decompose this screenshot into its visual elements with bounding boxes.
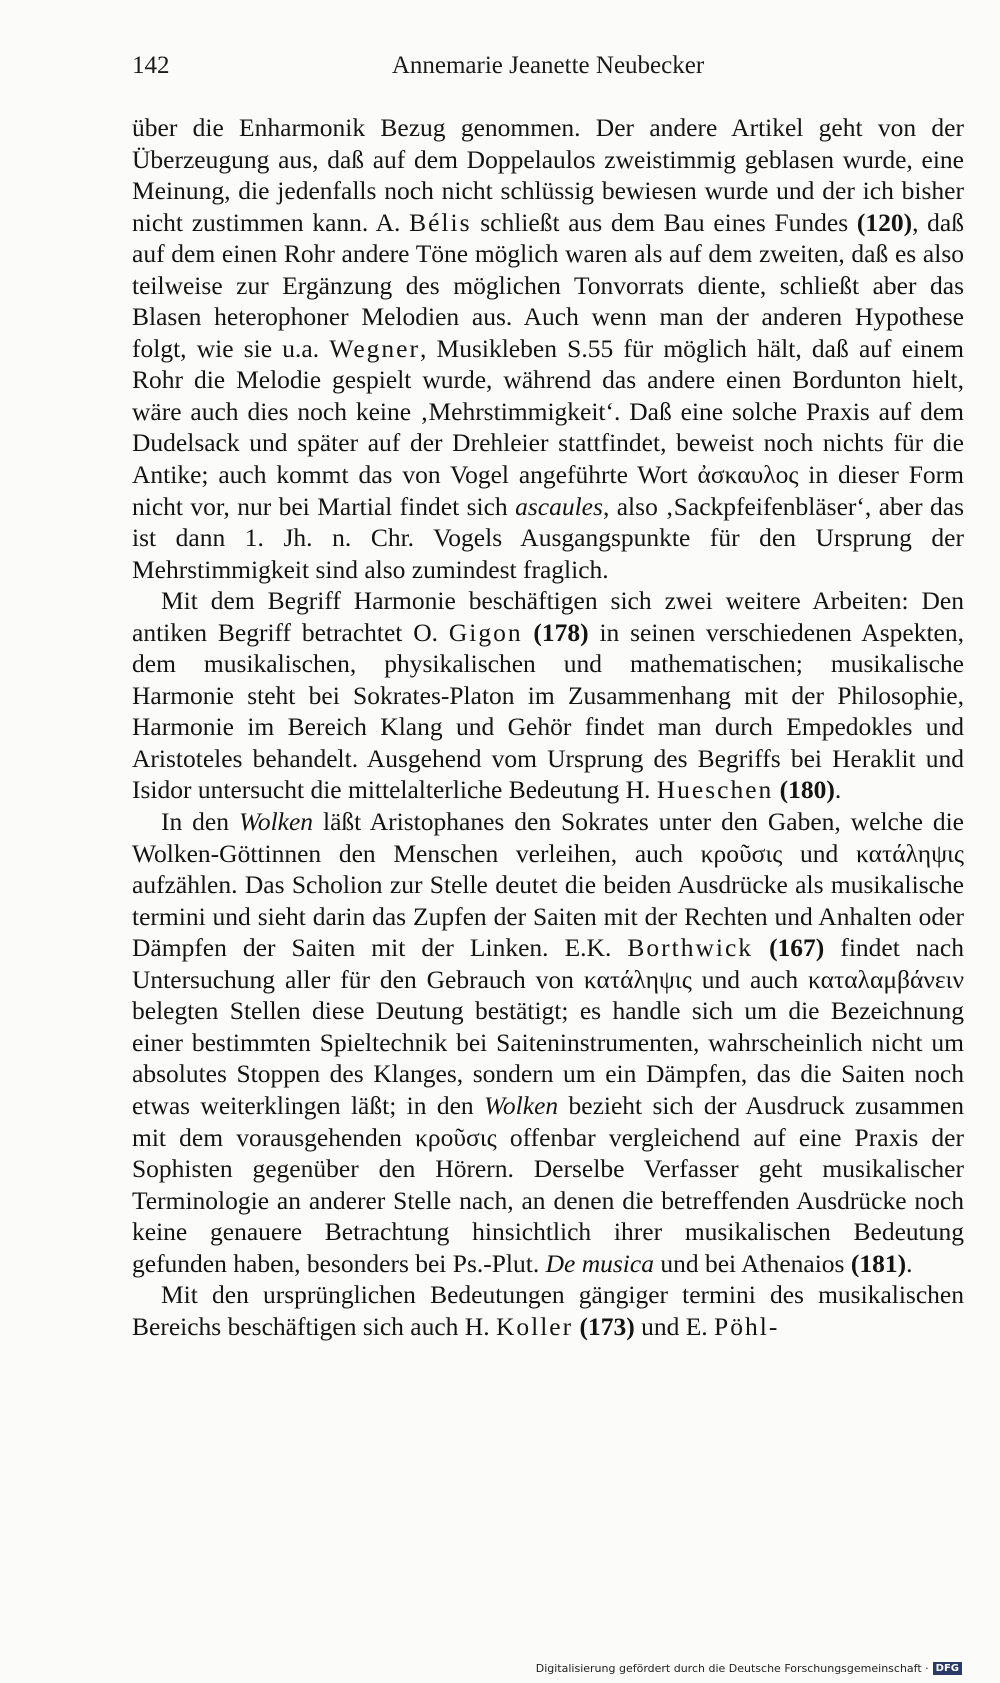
text-run: findet nach Untersuchung aller für den Gebrauch von κατάληψις und auch καταλαμβάνειν belegten Stellen diese Deutung bestätigt; es handle sich um die Bezeichnung einer bestimmten Spieltechnik bei Saiteninstrumenten, wahrscheinlich nicht um absolutes Stoppen des Klanges, sondern um ein Dämpfen, das die Saiten noch etwas weiterklingen läßt; in den <box>132 933 964 1120</box>
page-number: 142 <box>132 52 170 79</box>
paragraph <box>132 112 964 585</box>
text-run: In den <box>161 807 239 837</box>
author-name: Gigon <box>448 617 523 647</box>
author-name: Wegner <box>329 333 420 363</box>
text-run: Mit dem Begriff Harmonie beschäftigen sich zwei weitere Arbeiten: Den antiken Begriff betrachtet O. <box>132 586 964 647</box>
paragraph <box>132 806 964 1279</box>
author-name: Bélis <box>409 207 472 237</box>
reference-number: (178) <box>533 617 589 647</box>
dfg-logo: DFG <box>933 1662 962 1675</box>
body-text <box>132 112 964 1342</box>
reference-number: (167) <box>769 933 825 963</box>
paragraph <box>132 585 964 806</box>
text-run: in seinen verschiedenen Aspekten, dem musikalischen, physikalischen und mathematischen; musikalische Harmonie steht bei Sokrates-Platon im Zusammenhang mit der Philosophie, Harmonie im Bereich Klang und Gehör findet man durch Empedokles und Aristoteles behandelt. Ausgehend vom Ursprung des Begriffs bei Heraklit und Isidor untersucht die mittelalterliche Bedeutung H. <box>132 617 964 805</box>
reference-number: (181) <box>850 1248 907 1278</box>
text-run: läßt Aristophanes den Sokrates unter den Gaben, welche die Wolken-Göttinnen den Menschen verleihen, auch κροῦσις und κατάληψις aufzählen. Das Scholion zur Stelle deutet die beiden Ausdrücke als musikalische termini und sieht darin das Zupfen der Saiten mit der Rechten und Anhalten oder Dämpfen der Saiten mit der Linken. E.K. <box>132 807 964 963</box>
reference-number: (120) <box>856 207 913 237</box>
italic-title: De musica <box>545 1248 654 1278</box>
page-header <box>132 52 964 92</box>
paragraph <box>132 1279 964 1342</box>
author-name: Hueschen <box>656 775 774 805</box>
author-name: Borthwick <box>627 933 754 963</box>
text-run: schließt aus dem Bau eines Fundes <box>471 207 857 237</box>
text-run: , Musikleben S.55 für möglich hält, daß auf einem Rohr die Melodie gespielt wurde, während das andere einen Bordunton hielt, wäre auch dies noch keine ‚Mehrstimmigkeit‘. Daß eine solche Praxis auf dem Dudelsack und später auf der Drehleier stattfindet, beweist noch nichts für die Antike; auch kommt das von Vogel angeführte Wort ἀσκαυλος in dieser Form nicht vor, nur bei Martial findet sich <box>132 333 965 521</box>
text-run: über die Enharmonik Bezug genommen. Der andere Artikel geht von der Überzeugung aus, daß auf dem Doppelaulos zweistimmig geblasen wurde, eine Meinung, die jedenfalls noch nicht schlüssig bewiesen wurde und der ich bisher nicht zustimmen kann. A. <box>132 113 964 237</box>
text-run: und bei Athenaios <box>653 1248 851 1278</box>
author-name: Pöhl- <box>714 1311 780 1341</box>
text-run <box>523 618 534 647</box>
text-run: . <box>834 775 842 805</box>
text-run: , daß auf dem einen Rohr andere Töne möglich waren als auf dem zweiten, daß es also teilweise zur Ergänzung des möglichen Tonvorrats diente, schließt aber das Blasen heterophoner Melodien aus. Auch wenn man der anderen Hypothese folgt, wie sie u.a. <box>132 207 965 363</box>
text-run: . <box>906 1248 913 1278</box>
digitization-footer <box>536 1662 962 1675</box>
author-name: Koller <box>495 1311 574 1341</box>
text-run: , also ‚Sackpfeifenbläser‘, aber das ist dann 1. Jh. n. Chr. Vogels Ausgangspunkte für den Ursprung der Mehrstimmigkeit sind also zumindest fraglich. <box>132 491 964 584</box>
italic-title: Wolken <box>484 1090 559 1120</box>
italic-title: ascaules <box>515 491 603 521</box>
text-run: Mit den ursprünglichen Bedeutungen gängiger termini des musikalischen Bereichs beschäftigen sich auch H. <box>132 1280 964 1341</box>
reference-number: (173) <box>579 1311 635 1341</box>
text-run: bezieht sich der Ausdruck zusammen mit dem vorausgehenden κροῦσις offenbar vergleichend auf eine Praxis der Sophisten gegenüber den Hörern. Derselbe Verfasser geht musikalischer Terminologie an anderer Stelle nach, an denen die betreffenden Ausdrücke noch keine genauere Betrachtung hinsichtlich ihrer musikalischen Bedeutung gefunden haben, besonders bei Ps.-Plut. <box>132 1090 964 1278</box>
running-head: Annemarie Jeanette Neubecker <box>391 52 705 79</box>
italic-title: Wolken <box>238 807 314 837</box>
text-run <box>753 933 769 962</box>
reference-number: (180) <box>779 775 835 805</box>
text-run: und E. <box>634 1311 715 1341</box>
footer-text: Digitalisierung gefördert durch die Deutsche Forschungsgemeinschaft · <box>535 1662 929 1675</box>
